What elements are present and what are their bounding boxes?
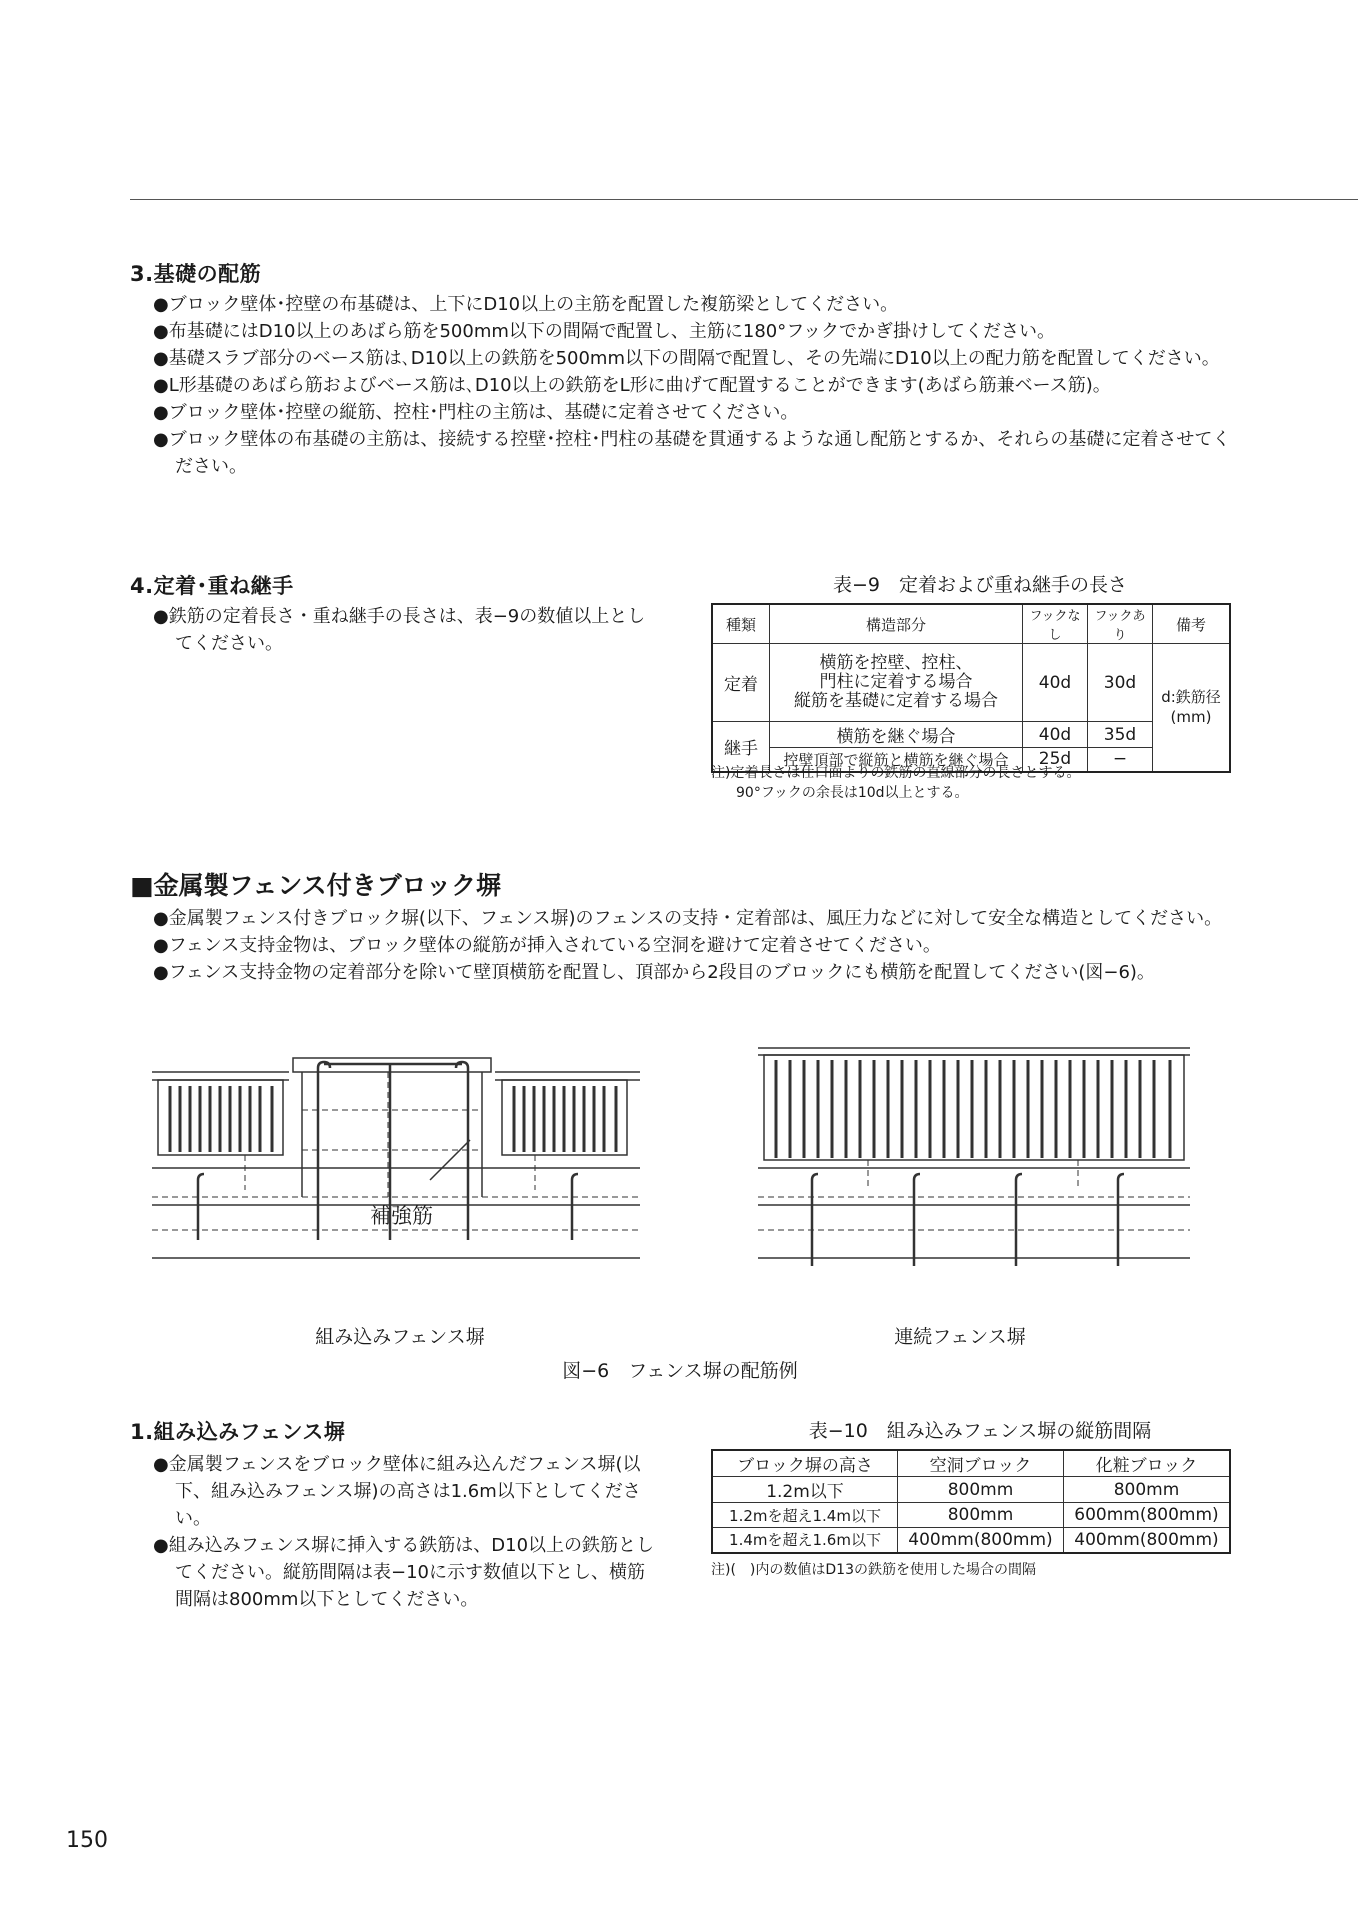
list-item: ●ブロック壁体･控壁の縦筋、控柱･門柱の主筋は、基礎に定着させてください。 <box>153 402 799 423</box>
table-cell: 1.4mを超え1.6m以下 <box>712 1528 898 1553</box>
fence-list <box>153 905 1243 986</box>
list-item: ●組み込みフェンス塀に挿入する鉄筋は、D10以上の鉄筋としてください。縦筋間隔は表−10に示す数値以下とし、横筋間隔は800mm以下としてください。 <box>153 1535 655 1610</box>
section-4-text: ●鉄筋の定着長さ・重ね継手の長さは、表−9の数値以上としてください。 <box>153 606 646 654</box>
left-figure-caption: 組み込みフェンス塀 <box>315 1326 485 1348</box>
list-item: ●L形基礎のあばら筋およびベース筋は､D10以上の鉄筋をL形に曲げて配置することができます(あばら筋兼ベース筋)。 <box>153 375 1111 396</box>
list-item: ●フェンス支持金物は、ブロック壁体の縦筋が挿入されている空洞を避けて定着させてください。 <box>153 935 941 956</box>
list-item: ●金属製フェンスをブロック壁体に組み込んだフェンス塀(以下、組み込みフェンス塀)の高さは1.6m以下としてください。 <box>153 1454 641 1529</box>
header-rule <box>130 199 1358 200</box>
table-cell: 400mm(800mm) <box>898 1528 1064 1553</box>
section-1-heading: 1.組み込みフェンス塀 <box>130 1420 346 1444</box>
section-1-list <box>153 1451 658 1613</box>
table-10: ブロック塀の高さ 空洞ブロック 化粧ブロック 1.2m以下 800mm 800mm 1.2mを超え1.4m以下 800mm 600mm(800mm) 1.4mを超え1.6m以下 400mm(800mm) 400mm(800mm) <box>711 1449 1231 1554</box>
fence-reinforcement-figure <box>140 1040 1200 1330</box>
fence-heading: ■金属製フェンス付きブロック塀 <box>130 871 502 900</box>
table-cell: 1.2mを超え1.4m以下 <box>712 1503 898 1528</box>
page-number: 150 <box>66 1828 108 1853</box>
table-9-note: 注)定着長さは仕口面よりの鉄筋の直線部分の長さとする。 90°フックの余長は10d以上とする。 <box>711 765 1081 801</box>
table-cell: 400mm(800mm) <box>1063 1528 1230 1553</box>
table-cell: 800mm <box>1063 1477 1230 1503</box>
continuous-fence-drawing <box>758 1048 1190 1266</box>
table-9: 種類 構造部分 フックなし フックあり 備考 定着 横筋を控壁、控柱、 門柱に定着する場合 縦筋を基礎に定着する場合 40d 30d d:鉄筋径 (mm) 継手 横筋を継ぐ場合 40d 35d 控壁頂部で縦筋と横筋を継ぐ場合 25d − <box>711 603 1231 773</box>
right-figure-caption: 連続フェンス塀 <box>894 1326 1026 1348</box>
reinforcement-label: 補強筋 <box>370 1204 433 1228</box>
list-item: ●ブロック壁体･控壁の布基礎は、上下にD10以上の主筋を配置した複筋梁としてください。 <box>153 294 899 315</box>
table-cell: 800mm <box>898 1477 1064 1503</box>
section-4-heading: 4.定着･重ね継手 <box>130 574 294 598</box>
table-cell: 800mm <box>898 1503 1064 1528</box>
section-3-heading: 3.基礎の配筋 <box>130 262 262 286</box>
list-item: ●金属製フェンス付きブロック塀(以下、フェンス塀)のフェンスの支持・定着部は、風圧力などに対して安全な構造としてください。 <box>153 908 1223 929</box>
list-item: ●布基礎にはD10以上のあばら筋を500mm以下の間隔で配置し、主筋に180°フックでかぎ掛けしてください。 <box>153 321 1055 342</box>
table-10-note: 注)( )内の数値はD13の鉄筋を使用した場合の間隔 <box>711 1562 1036 1578</box>
list-item: ●フェンス支持金物の定着部分を除いて壁頂横筋を配置し、頂部から2段目のブロックにも横筋を配置してください(図−6)。 <box>153 962 1155 983</box>
list-item: ●ブロック壁体の布基礎の主筋は、接続する控壁･控柱･門柱の基礎を貫通するような通し配筋とするか、それらの基礎に定着させてください。 <box>153 429 1231 477</box>
figure-6-caption: 図−6 フェンス塀の配筋例 <box>562 1360 798 1382</box>
table-10-caption: 表−10 組み込みフェンス塀の縦筋間隔 <box>808 1420 1152 1442</box>
list-item: ●基礎スラブ部分のベース筋は､D10以上の鉄筋を500mm以下の間隔で配置し、その先端にD10以上の配力筋を配置してください。 <box>153 348 1220 369</box>
table-cell: 1.2m以下 <box>712 1477 898 1503</box>
table-cell: 600mm(800mm) <box>1063 1503 1230 1528</box>
section-3-list <box>153 291 1243 480</box>
table-9-caption: 表−9 定着および重ね継手の長さ <box>832 574 1127 596</box>
